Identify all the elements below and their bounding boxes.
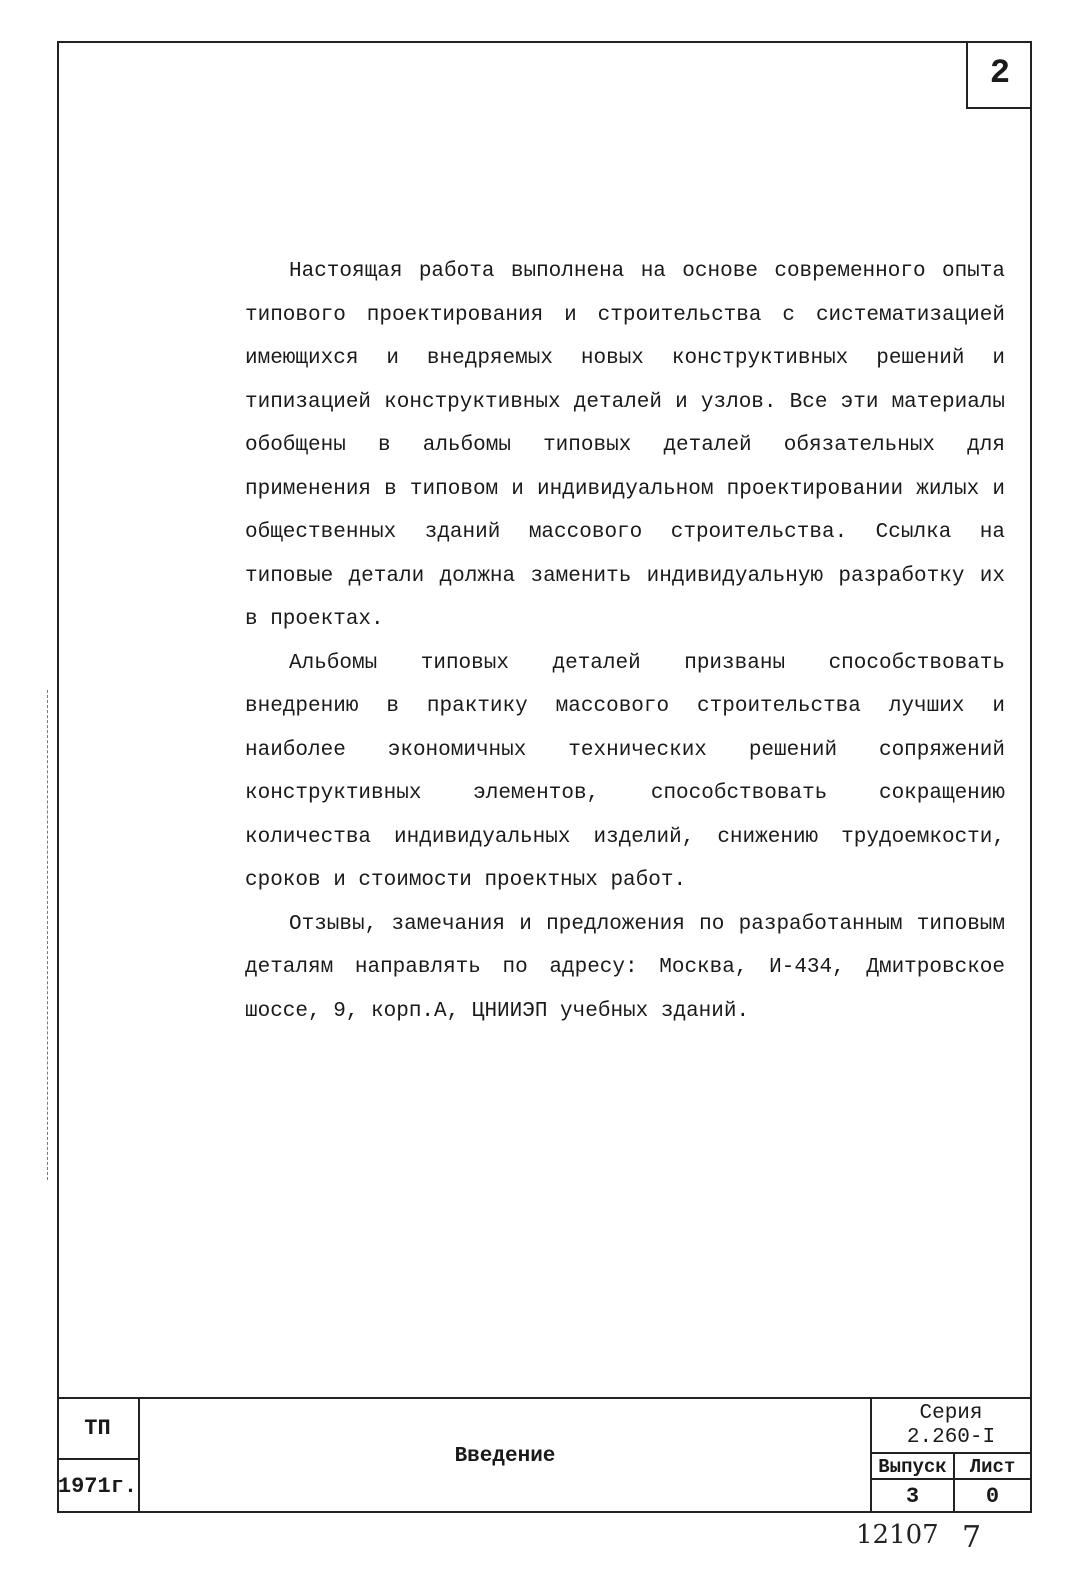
title-block-right bbox=[870, 1399, 1030, 1513]
series-cell bbox=[872, 1399, 1030, 1454]
org-code: ТП bbox=[57, 1399, 138, 1460]
binding-marks bbox=[47, 690, 54, 1180]
sheet-label: Лист bbox=[955, 1454, 1030, 1480]
paragraph-purpose: Альбомы типовых деталей призваны способствовать внедрению в практику массового строительства лучших и наиболее экономичных технических решений сопряжений конструктивных элементов, способствовать сокращению количества индивидуальных изделий, снижению трудоемкости, сроков и стоимости проектных работ. bbox=[245, 651, 1005, 892]
series-value: 2.260-I bbox=[906, 1426, 996, 1449]
body-text bbox=[245, 250, 1005, 1033]
year: 1971г. bbox=[57, 1474, 138, 1499]
series-label: Серия bbox=[919, 1402, 983, 1425]
paragraph-feedback: Отзывы, замечания и предложения по разработанным типовым деталям направлять по адресу: Москва, И-434, Дмитровское шоссе, 9, корп.А, ЦНИИЭП учебных зданий. bbox=[245, 912, 1005, 1023]
archive-number: 12107 bbox=[856, 1520, 939, 1550]
title-block-left bbox=[57, 1399, 140, 1513]
title-block bbox=[57, 1397, 1032, 1513]
page-number: 2 bbox=[966, 41, 1032, 109]
document-title: Введение bbox=[454, 1444, 556, 1468]
archive-page: 7 bbox=[962, 1520, 982, 1555]
issue-label: Выпуск bbox=[872, 1454, 955, 1480]
sheet-value: 0 bbox=[985, 1484, 1000, 1509]
issue-value: 3 bbox=[872, 1480, 955, 1513]
paragraph-intro: Настоящая работа выполнена на основе современного опыта типового проектирования и строительства с систематизацией имеющихся и внедряемых новых конструктивных решений и типизацией конструктивных деталей и узлов. Все эти материалы обобщены в альбомы типовых деталей обязательных для применения в типовом и индивидуальном проектировании жилых и общественных зданий массового строительства. Ссылка на типовые детали должна заменить индивидуальную разработку их в проектах. bbox=[245, 260, 1005, 631]
